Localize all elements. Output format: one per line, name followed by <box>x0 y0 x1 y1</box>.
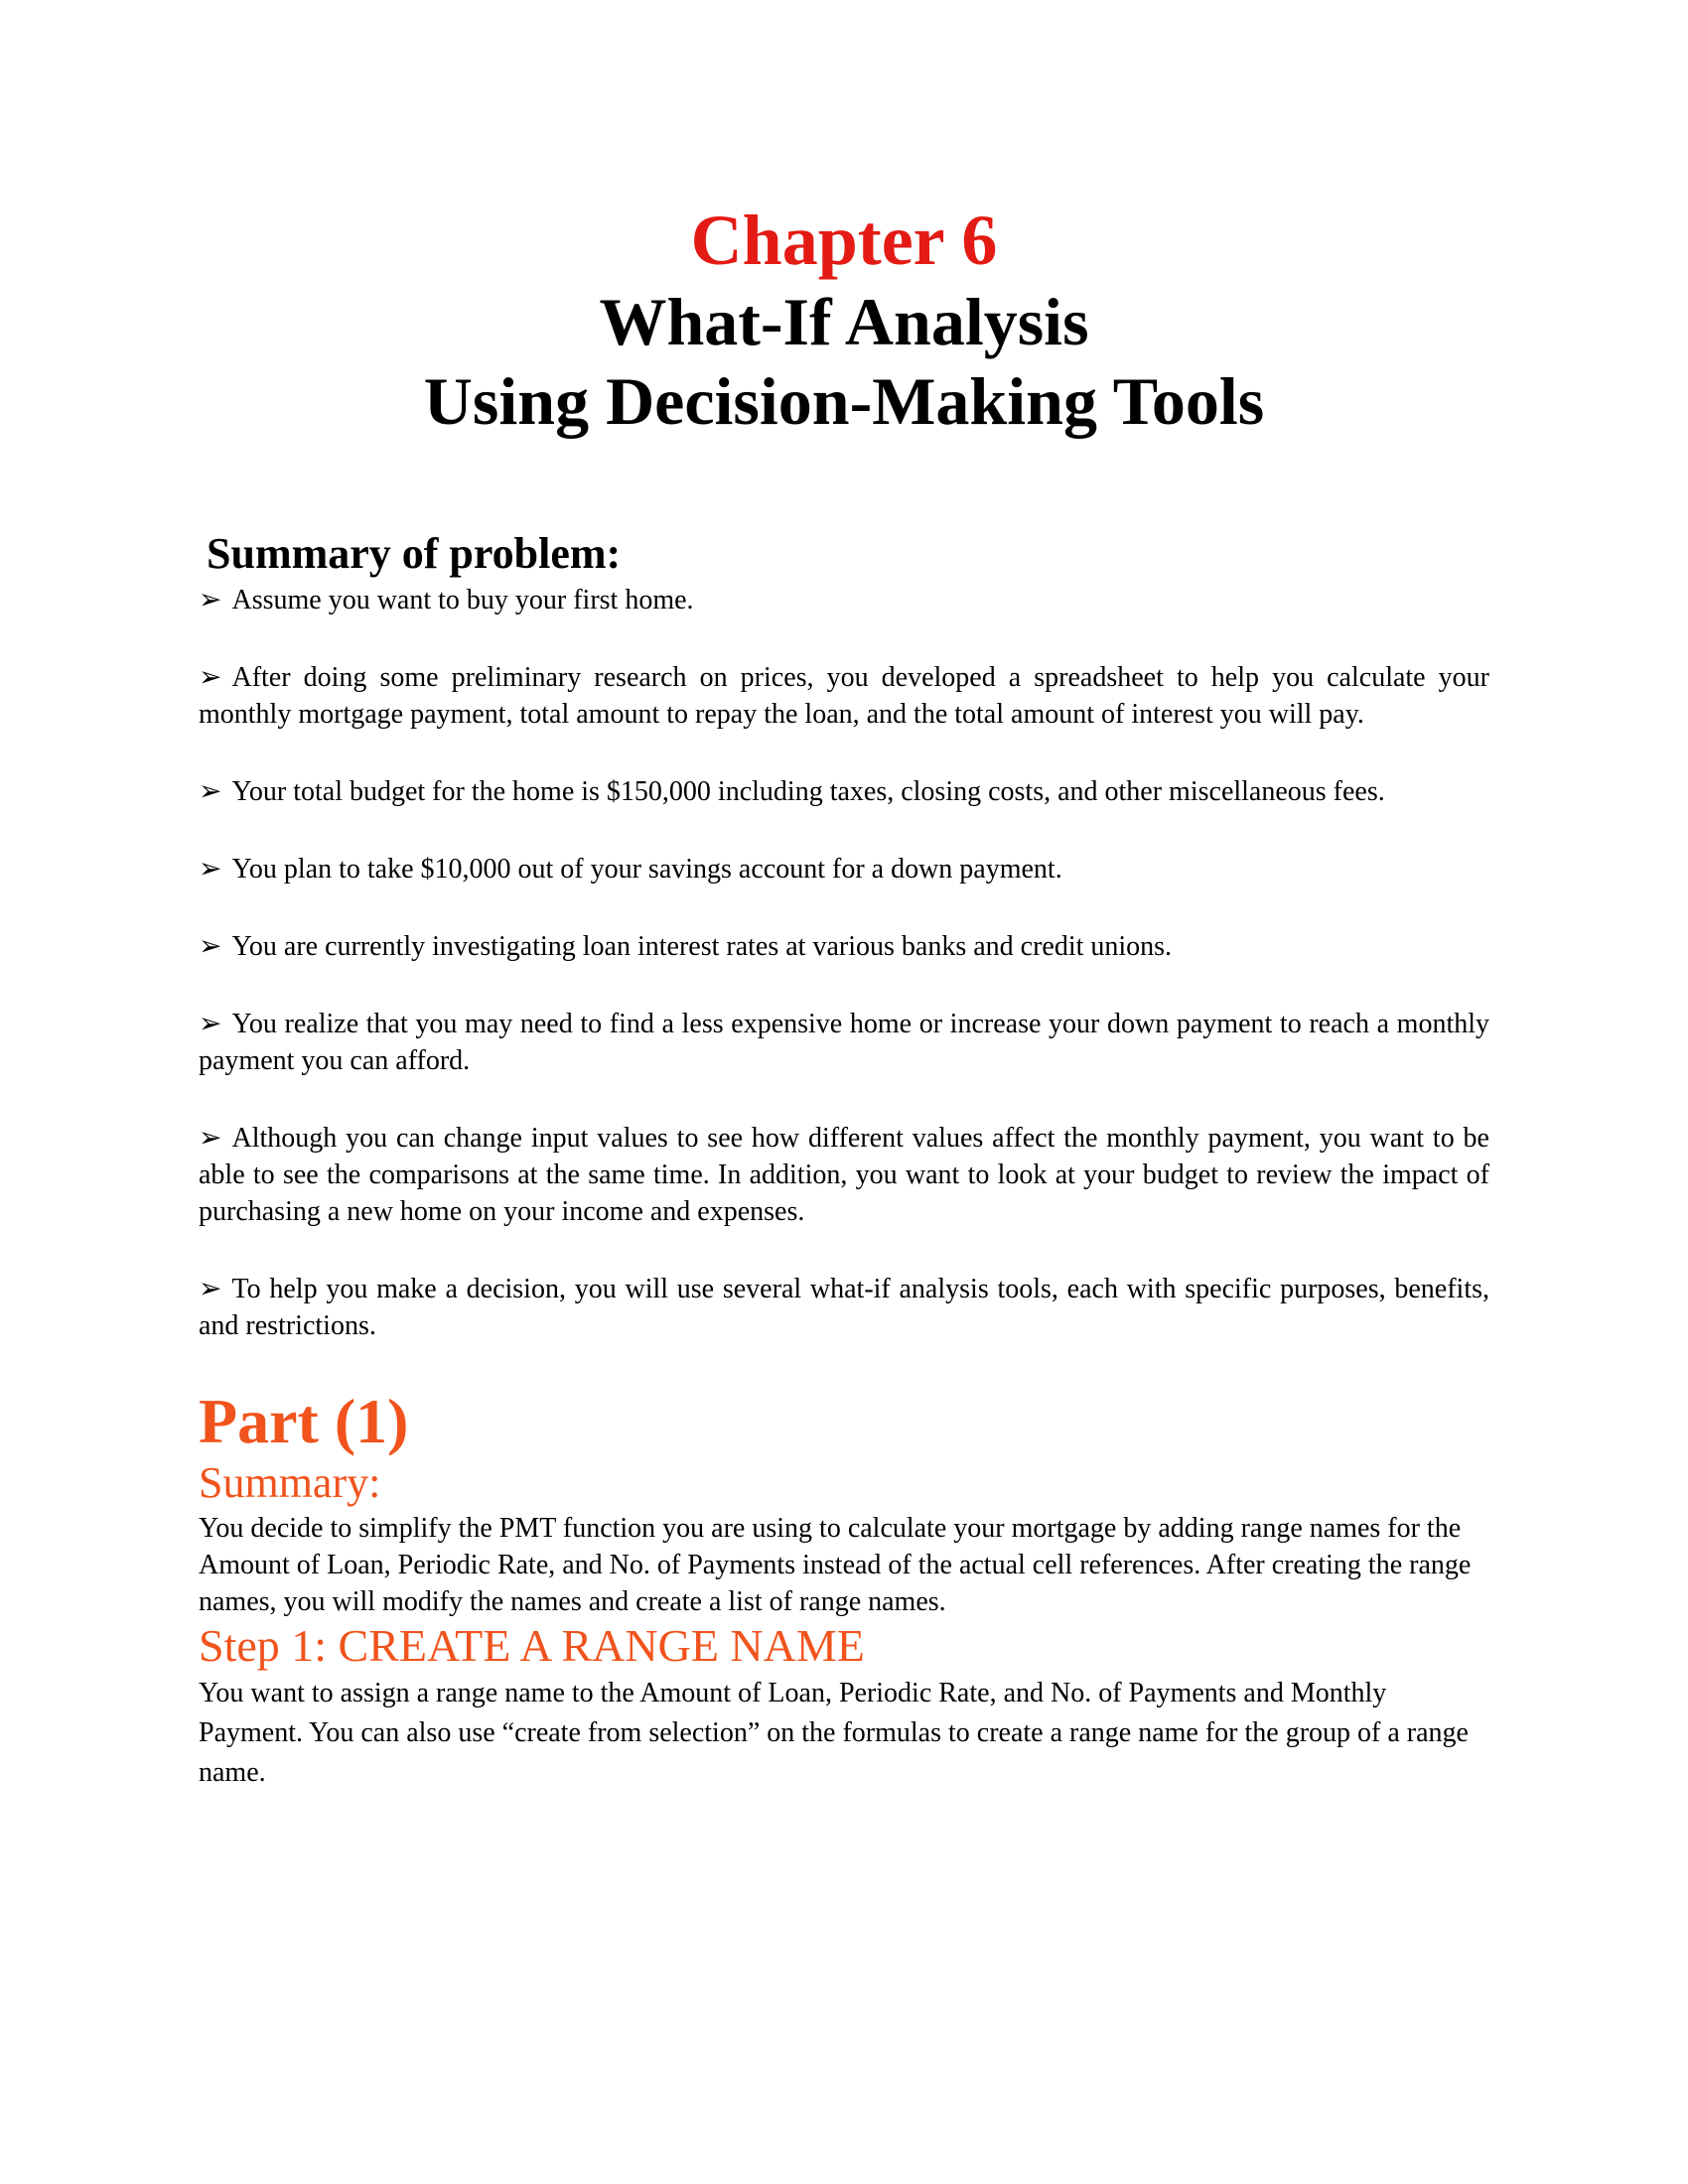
main-title-line-2: Using Decision-Making Tools <box>423 363 1265 439</box>
summary-item-text: After doing some preliminary research on prices, you developed a spreadsheet to help you calculate your monthly mortgage payment, total amount to repay the loan, and the total amount of interest you will pay. <box>199 662 1489 730</box>
arrow-bullet-icon: ➢ <box>199 1123 222 1154</box>
arrow-bullet-icon: ➢ <box>199 1274 222 1304</box>
summary-item-text: Assume you want to buy your first home. <box>231 585 694 615</box>
part-summary-heading: Summary: <box>199 1458 381 1507</box>
summary-item-text: You are currently investigating loan interest rates at various banks and credit unions. <box>231 931 1173 962</box>
step-heading: Step 1: CREATE A RANGE NAME <box>199 1620 865 1671</box>
summary-item-text: To help you make a decision, you will use several what-if analysis tools, each with specific purposes, benefits, and restrictions. <box>199 1274 1489 1341</box>
arrow-bullet-icon: ➢ <box>199 776 222 807</box>
chapter-title: Chapter 6 <box>690 201 998 280</box>
summary-list <box>199 582 1489 1344</box>
summary-heading: Summary of problem: <box>207 529 622 578</box>
summary-item <box>199 773 1489 810</box>
summary-item <box>199 1006 1489 1079</box>
summary-item-text: Although you can change input values to see how different values affect the monthly payment, you want to be able to see the comparisons at the same time. In addition, you want to look at your budget to review the impact of purchasing a new home on your income and expenses. <box>199 1123 1489 1227</box>
step-text: You want to assign a range name to the Amount of Loan, Periodic Rate, and No. of Payments and Monthly Payment. You can also use “create from selection” on the formulas to create a range name for the group of a range name. <box>199 1678 1469 1788</box>
summary-item-text: You plan to take $10,000 out of your savings account for a down payment. <box>231 854 1062 885</box>
arrow-bullet-icon: ➢ <box>199 662 222 693</box>
summary-item <box>199 851 1489 887</box>
title-block <box>199 199 1489 441</box>
main-title-line-1: What-If Analysis <box>599 284 1089 359</box>
document-page <box>199 189 1489 1793</box>
arrow-bullet-icon: ➢ <box>199 1009 222 1039</box>
summary-item <box>199 582 1489 618</box>
summary-item-text: You realize that you may need to find a less expensive home or increase your down payment to reach a monthly payment you can afford. <box>199 1009 1489 1076</box>
part-heading: Part (1) <box>199 1386 409 1456</box>
arrow-bullet-icon: ➢ <box>199 585 222 615</box>
arrow-bullet-icon: ➢ <box>199 931 222 962</box>
arrow-bullet-icon: ➢ <box>199 854 222 885</box>
summary-item <box>199 1120 1489 1230</box>
summary-item-text: Your total budget for the home is $150,000 including taxes, closing costs, and other miscellaneous fees. <box>231 776 1385 807</box>
part-summary-text: You decide to simplify the PMT function you are using to calculate your mortgage by adding range names for the Amount of Loan, Periodic Rate, and No. of Payments instead of the actual cell references. After creating the range names, you will modify the names and create a list of range names. <box>199 1513 1472 1617</box>
summary-item <box>199 1271 1489 1344</box>
summary-item <box>199 659 1489 733</box>
summary-item <box>199 928 1489 965</box>
